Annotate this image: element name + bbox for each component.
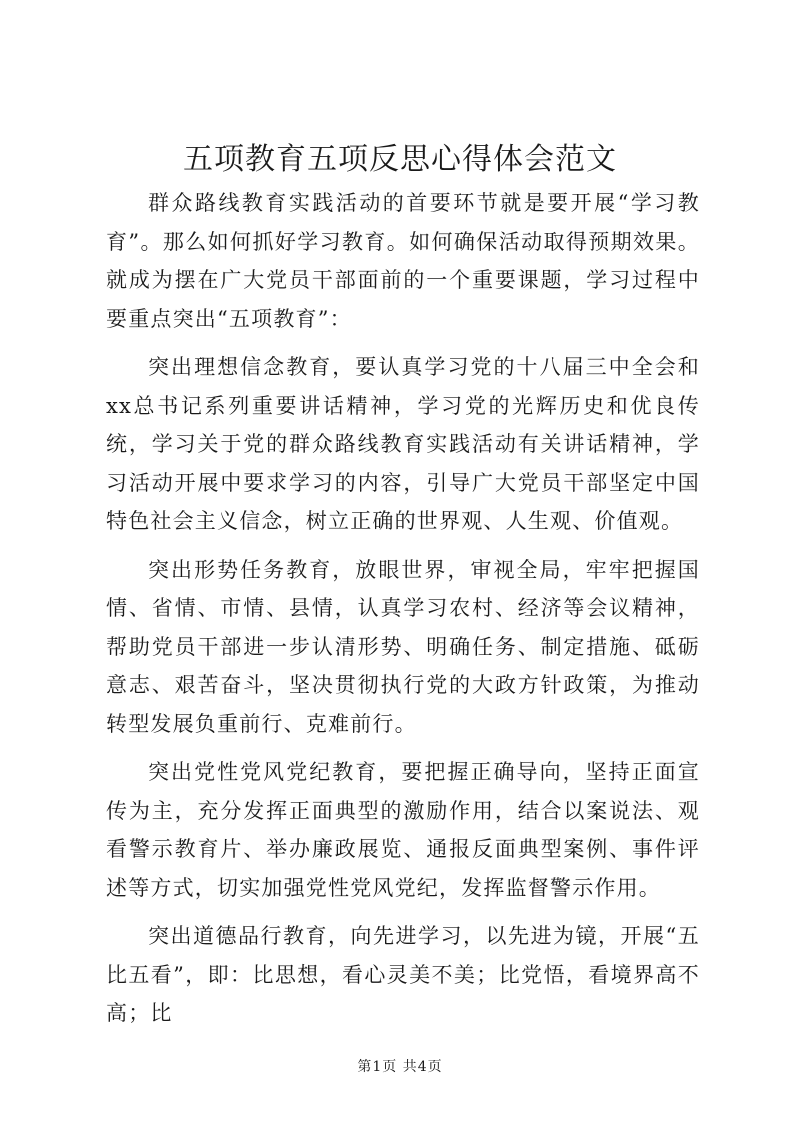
- paragraph-moral-education: 突出道德品行教育，向先进学习，以先进为镜，开展“五比五看”，即：比思想，看心灵美不美；比党悟，看境界高不高；比: [106, 924, 700, 1025]
- paragraph-ideals-education: 突出理想信念教育，要认真学习党的十八届三中全会和xx总书记系列重要讲话精神，学习党的光辉历史和优良传统，学习关于党的群众路线教育实践活动有关讲话精神，学习活动开展中要求学习的内容，引导广大党员干部坚定中国特色社会主义信念，树立正确的世界观、人生观、价值观。: [106, 355, 700, 533]
- page-number-footer: 第1页 共4页: [357, 1059, 443, 1075]
- paragraph-party-discipline-education: 突出党性党风党纪教育，要把握正确导向，坚持正面宣传为主，充分发挥正面典型的激励作用，结合以案说法、观看警示教育片、举办廉政展览、通报反面典型案例、事件评述等方式，切实加强党性党风党纪，发挥监督警示作用。: [106, 760, 700, 900]
- document-title: 五项教育五项反思心得体会范文: [183, 142, 617, 177]
- paragraph-intro: 群众路线教育实践活动的首要环节就是要开展“学习教育”。那么如何抓好学习教育。如何确保活动取得预期效果。就成为摆在广大党员干部面前的一个重要课题，学习过程中要重点突出“五项教育”：: [106, 191, 700, 331]
- document-body: [106, 184, 700, 1043]
- paragraph-situation-education: 突出形势任务教育，放眼世界，审视全局，牢牢把握国情、省情、市情、县情，认真学习农村、经济等会议精神，帮助党员干部进一步认清形势、明确任务、制定措施、砥砺意志、艰苦奋斗，坚决贯彻执行党的大政方针政策，为推动转型发展负重前行、克难前行。: [106, 557, 700, 736]
